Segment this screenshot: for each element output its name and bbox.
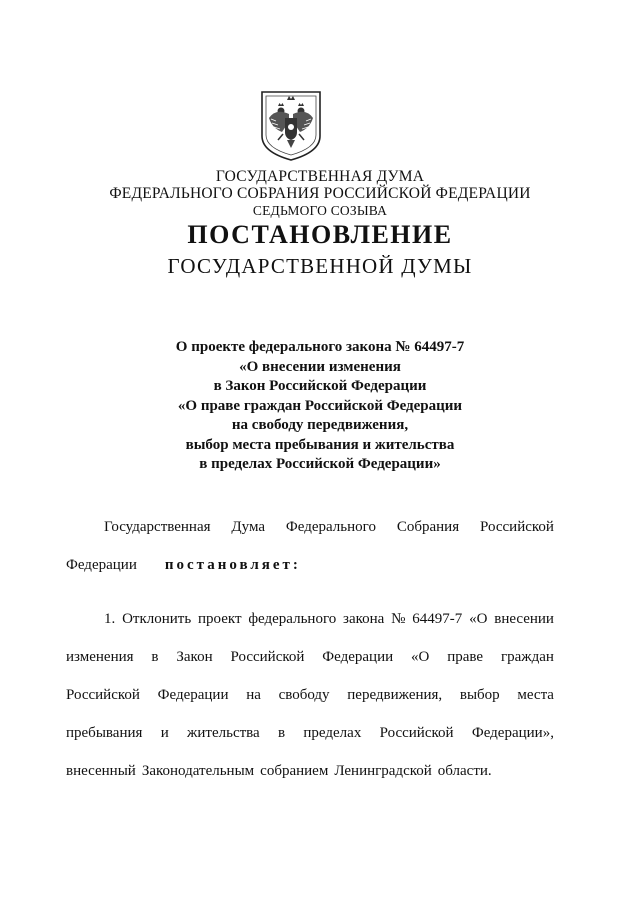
word: места bbox=[517, 687, 554, 703]
word: «О bbox=[411, 649, 430, 665]
org-name-line-2: ФЕДЕРАЛЬНОГО СОБРАНИЯ РОССИЙСКОЙ ФЕДЕРАЦИИ bbox=[109, 185, 531, 202]
word: передвижения, bbox=[347, 687, 443, 703]
preamble-line-1 bbox=[66, 517, 554, 537]
word: проект bbox=[198, 611, 242, 627]
preamble-paragraph bbox=[66, 517, 554, 537]
heading-line: в Закон Российской Федерации bbox=[213, 378, 427, 394]
resolution-heading bbox=[0, 338, 640, 475]
word: в bbox=[278, 725, 286, 741]
word: «О bbox=[469, 611, 488, 627]
word: Российской bbox=[480, 519, 554, 535]
word: пределах bbox=[303, 725, 362, 741]
word: Федерации bbox=[66, 557, 137, 573]
double-headed-eagle-icon bbox=[256, 88, 326, 162]
word: выбор bbox=[459, 687, 500, 703]
word: граждан bbox=[500, 649, 554, 665]
word: Федерации», bbox=[471, 725, 554, 741]
word: Дума bbox=[231, 519, 266, 535]
item-1-line-3 bbox=[66, 685, 554, 705]
heading-line: на свободу передвижения, bbox=[231, 417, 409, 433]
word: свободу bbox=[278, 687, 330, 703]
coat-of-arms-emblem bbox=[256, 88, 326, 162]
word: Федерации bbox=[157, 687, 229, 703]
word: области. bbox=[437, 763, 492, 779]
heading-line: «О внесении изменения bbox=[239, 358, 401, 375]
word: жительства bbox=[187, 725, 260, 741]
word: Российской bbox=[379, 725, 454, 741]
document-title: ПОСТАНОВЛЕНИЕ bbox=[187, 220, 453, 249]
word: 64497-7 bbox=[412, 611, 463, 627]
heading-line: выбор места пребывания и жительства bbox=[185, 436, 455, 453]
word: Отклонить bbox=[122, 611, 192, 627]
word: Федерального bbox=[285, 519, 376, 535]
org-name-line-1: ГОСУДАРСТВЕННАЯ ДУМА bbox=[215, 168, 425, 185]
word: № bbox=[391, 611, 406, 627]
word: на bbox=[246, 687, 261, 703]
word: Государственная bbox=[104, 519, 211, 535]
word: пребывания bbox=[66, 725, 143, 741]
word: Российской bbox=[230, 649, 305, 665]
heading-line: О проекте федерального закона № 64497-7 bbox=[175, 339, 465, 355]
word: федерального bbox=[248, 611, 337, 627]
word: внесенный bbox=[66, 763, 136, 779]
word: Законодательным bbox=[141, 763, 255, 779]
item-1-line-5 bbox=[66, 761, 554, 781]
word: в bbox=[151, 649, 159, 665]
word: Закон bbox=[176, 649, 213, 665]
item-1-line-2 bbox=[66, 647, 554, 667]
word: Российской bbox=[66, 687, 140, 703]
word: Ленинградской bbox=[334, 763, 432, 779]
word: собранием bbox=[260, 763, 329, 779]
word: 1. bbox=[104, 611, 116, 627]
item-1-line-1 bbox=[66, 609, 554, 629]
preamble-paragraph-cont bbox=[66, 555, 554, 575]
heading-line: в пределах Российской Федерации» bbox=[199, 456, 441, 472]
word: изменения bbox=[66, 649, 134, 665]
word: внесении bbox=[494, 611, 554, 627]
word: Федерации bbox=[322, 649, 394, 665]
resolves-word: постановляет: bbox=[164, 557, 301, 573]
convocation-line: СЕДЬМОГО СОЗЫВА bbox=[252, 203, 388, 218]
word: Собрания bbox=[396, 519, 460, 535]
item-1-line-4 bbox=[66, 723, 554, 743]
heading-line: «О праве граждан Российской Федерации bbox=[177, 397, 463, 414]
word: и bbox=[160, 725, 169, 741]
item-1-paragraph bbox=[66, 609, 554, 781]
word: праве bbox=[447, 649, 484, 665]
preamble-line-2 bbox=[66, 555, 554, 575]
document-subtitle: ГОСУДАРСТВЕННОЙ ДУМЫ bbox=[167, 254, 473, 278]
word: закона bbox=[343, 611, 385, 627]
